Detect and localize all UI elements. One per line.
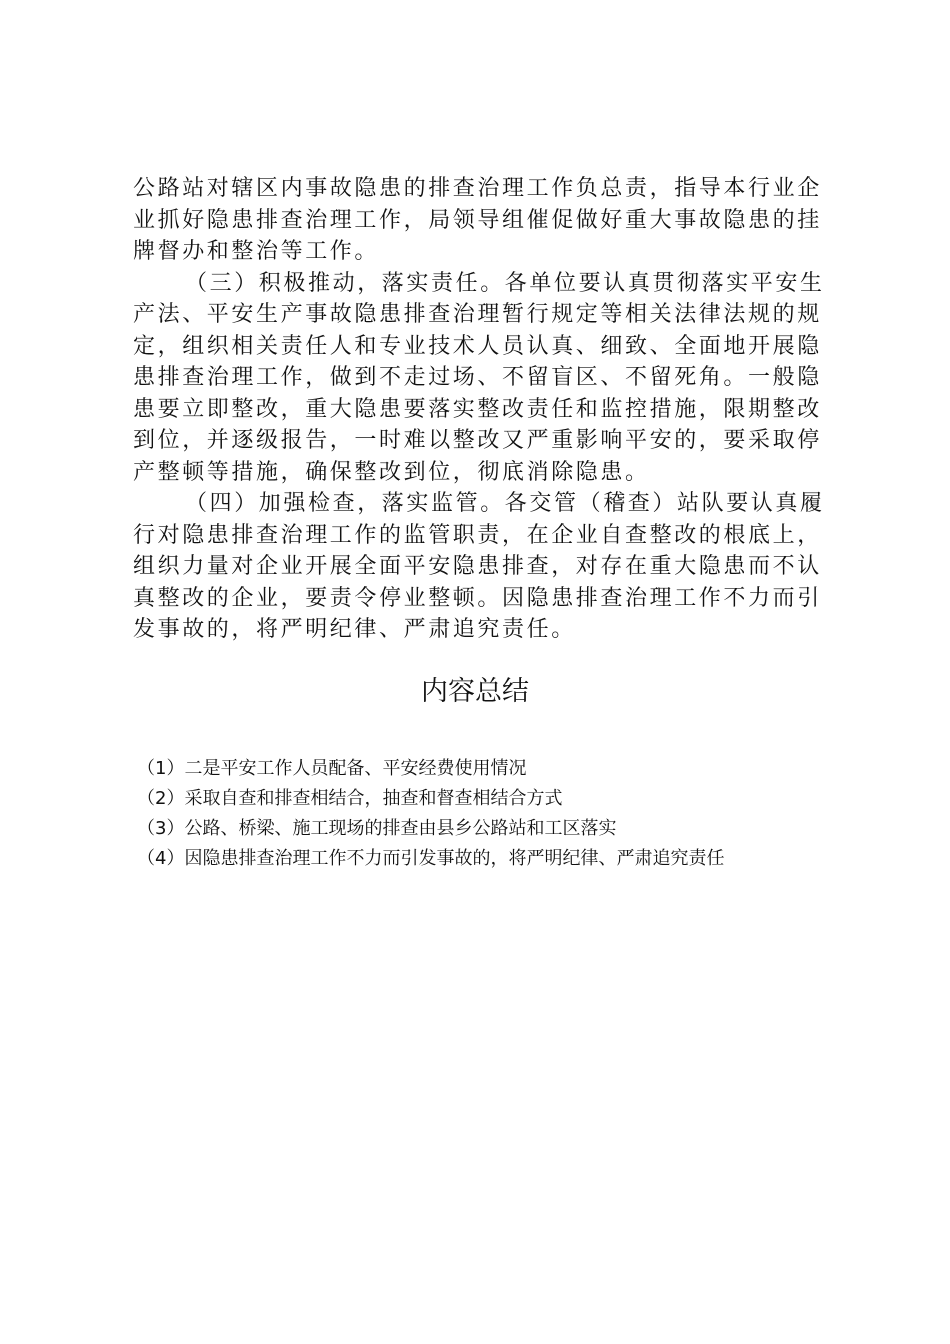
body-text	[133, 173, 845, 646]
summary-title: 内容总结	[421, 676, 529, 707]
paragraph-section-four: （四）加强检查，落实监管。各交管（稽查）站队要认真履行对隐患排查治理工作的监管职责，在企业自查整改的根底上，组织力量对企业开展全面平安隐患排查，对存在重大隐患而不认真整改的企业，要责令停业整顿。因隐患排查治理工作不力而引发事故的，将严明纪律、严肃追究责任。	[133, 491, 825, 642]
summary-item: （3）公路、桥梁、施工现场的排查由县乡公路站和工区落实	[137, 818, 617, 839]
summary-list	[137, 754, 857, 874]
paragraph-section-three: （三）积极推动，落实责任。各单位要认真贯彻落实平安生产法、平安生产事故隐患排查治理暂行规定等相关法律法规的规定，组织相关责任人和专业技术人员认真、细致、全面地开展隐患排查治理工作，做到不走过场、不留盲区、不留死角。一般隐患要立即整改，重大隐患要落实整改责任和监控措施，限期整改到位，并逐级报告，一时难以整改又严重影响平安的，要采取停产整顿等措施，确保整改到位，彻底消除隐患。	[133, 270, 825, 485]
summary-item: （1）二是平安工作人员配备、平安经费使用情况	[137, 758, 527, 779]
summary-item: （4）因隐患排查治理工作不力而引发事故的，将严明纪律、严肃追究责任	[137, 848, 725, 869]
summary-item: （2）采取自查和排查相结合，抽查和督查相结合方式	[137, 788, 563, 809]
paragraph-continuation: 公路站对辖区内事故隐患的排查治理工作负总责，指导本行业企业抓好隐患排查治理工作，局领导组催促做好重大事故隐患的挂牌督办和整治等工作。	[133, 176, 822, 264]
